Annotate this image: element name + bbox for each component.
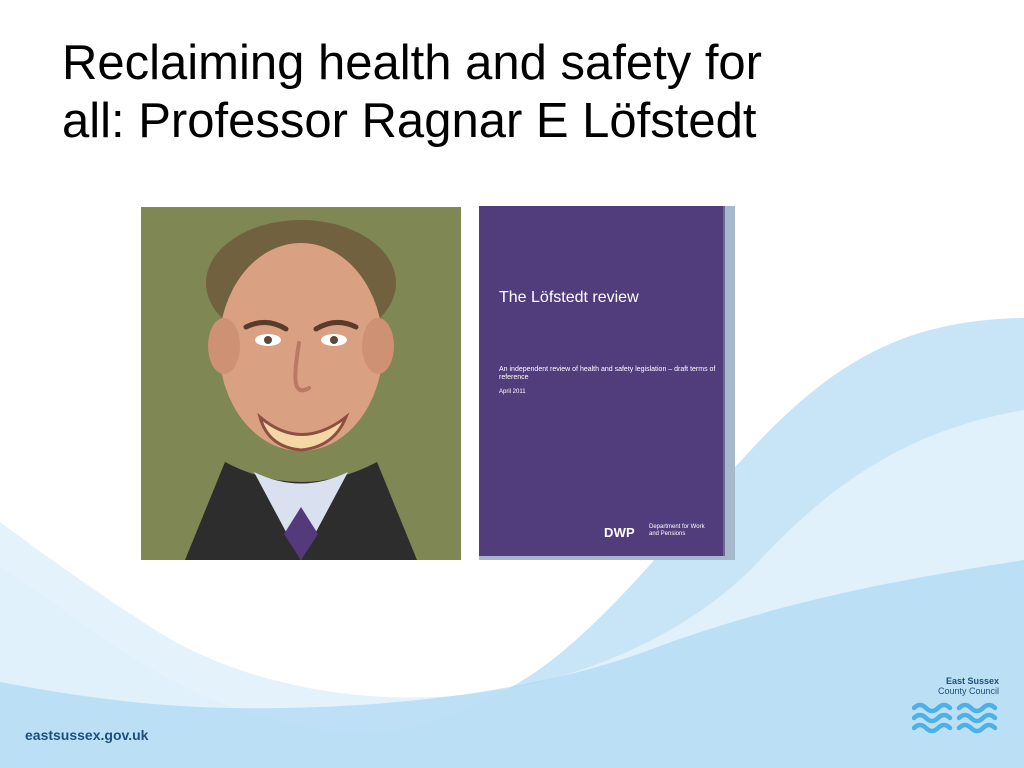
report-date: April 2011 bbox=[499, 389, 526, 395]
report-subtitle: An independent review of health and safety legislation – draft terms of reference bbox=[499, 366, 716, 381]
council-name-line-2: County Council bbox=[937, 686, 999, 696]
slide-title-line-1: Reclaiming health and safety for bbox=[62, 36, 762, 90]
council-name bbox=[929, 676, 999, 696]
dwp-logo: DWP bbox=[604, 525, 635, 540]
water-waves-icon bbox=[912, 700, 999, 742]
report-title: The Löfstedt review bbox=[499, 289, 639, 306]
slide-title-line-2: all: Professor Ragnar E Löfstedt bbox=[62, 94, 757, 148]
report-cover-panel bbox=[479, 206, 725, 556]
council-name-line-1: East Sussex bbox=[945, 676, 999, 686]
east-sussex-county-council-logo bbox=[912, 676, 1002, 742]
footer-url: eastsussex.gov.uk bbox=[25, 727, 149, 743]
portrait-image bbox=[141, 207, 461, 560]
lofstedt-review-cover bbox=[479, 206, 735, 560]
dwp-department-name: Department for Work and Pensions bbox=[649, 524, 705, 537]
slide-title bbox=[62, 34, 942, 150]
portrait-photo bbox=[141, 207, 461, 560]
